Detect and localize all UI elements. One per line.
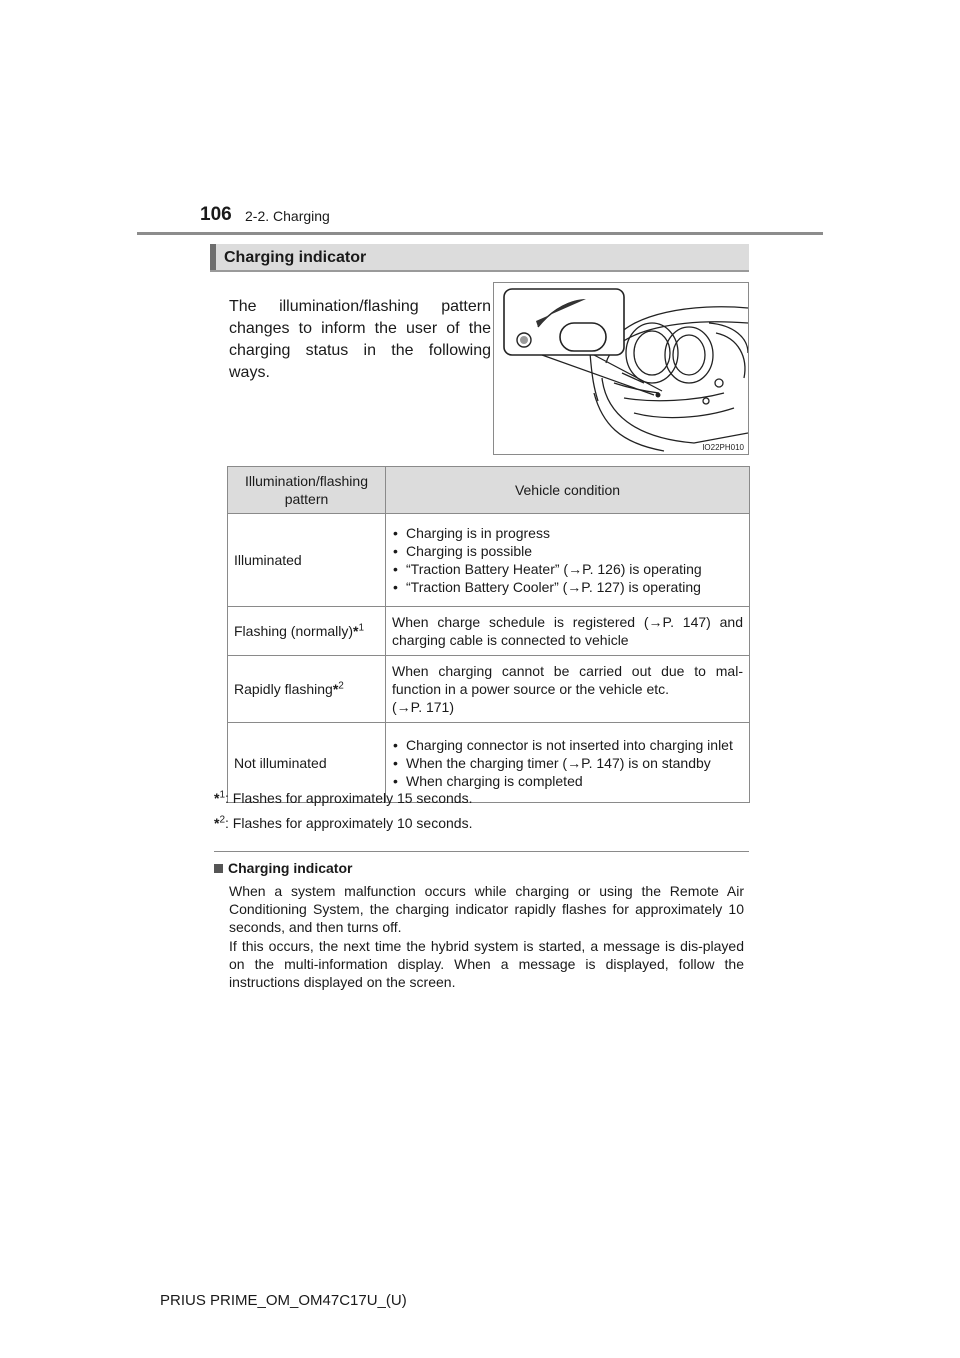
column-header-condition: Vehicle condition [386,467,750,514]
notes-paragraph: If this occurs, the next time the hybrid system is started, a message is dis-played on the multi-information display. When a message is displayed, follow the instructions displayed on the screen. [229,938,744,990]
charging-port-illustration [493,282,749,455]
condition-cell: When charge schedule is registered (→P. 147) and charging cable is connected to vehicle [386,607,750,656]
table-row [228,656,750,723]
footnote-text: : Flashes for approximately 10 seconds. [225,815,473,831]
pattern-label: Rapidly flashing [234,681,333,697]
charging-indicator-table [227,466,750,803]
footnote-mark: * [214,815,220,831]
table-row [228,514,750,607]
condition-cell [386,514,750,607]
note-mark: * [332,681,339,697]
bullet-item: • When the charging timer (→P. 147) is on standby [392,754,743,772]
condition-text: When charging cannot be carried out due to mal-function in a power source or the vehicle etc. [392,663,743,697]
notes-heading-text: Charging indicator [228,860,353,876]
pattern-cell: Not illuminated [228,723,386,803]
heading-marker [210,244,216,270]
pattern-cell [228,656,386,723]
note-number: 2 [338,680,344,692]
footer-document-code: PRIUS PRIME_OM_OM47C17U_(U) [160,1292,407,1309]
footnote-number: 1 [219,789,226,801]
intro-paragraph: The illumination/flashing pattern changes to inform the user of the charging status in the following ways. [229,298,491,381]
header-rule [137,232,823,235]
section-title: 2-2. Charging [245,208,330,224]
bullet-item: • “Traction Battery Cooler” (→P. 127) is operating [392,578,743,596]
pattern-cell: Illuminated [228,514,386,607]
note-mark: * [353,623,359,639]
condition-cell [386,656,750,723]
footnote [214,815,472,831]
bullet-item: • “Traction Battery Heater” (→P. 126) is operating [392,560,743,578]
note-number: 1 [358,622,365,634]
pattern-label: Flashing (normally) [234,623,354,639]
table-row [228,607,750,656]
notes-heading [214,860,352,876]
page-number: 106 [200,204,232,225]
notes-divider [214,851,749,852]
column-header-pattern: Illumination/flashing pattern [228,467,386,514]
page-reference: (→P. 171) [392,699,454,715]
bullet-item: • Charging connector is not inserted into charging inlet [392,736,743,754]
square-bullet-icon [214,864,223,873]
bullet-item: • Charging is in progress [392,524,743,542]
bullet-item: • When charging is completed [392,772,743,790]
footnote-number: 2 [219,814,226,826]
section-heading-bar [210,244,749,272]
bullet-item: • Charging is possible [392,542,743,560]
figure-code: IO22PH010 [702,443,744,452]
notes-paragraph: When a system malfunction occurs while charging or using the Remote Air Conditioning System, the charging indicator rapidly flashes for approximately 10 seconds, and then turns off. [229,883,744,935]
footnote [214,790,472,806]
section-heading: Charging indicator [224,249,367,266]
footnote-mark: * [214,790,220,806]
table-header-row [228,467,750,514]
charging-port-drawing [494,283,748,454]
footnote-text: : Flashes for approximately 15 seconds. [225,790,473,806]
pattern-cell [228,607,386,656]
